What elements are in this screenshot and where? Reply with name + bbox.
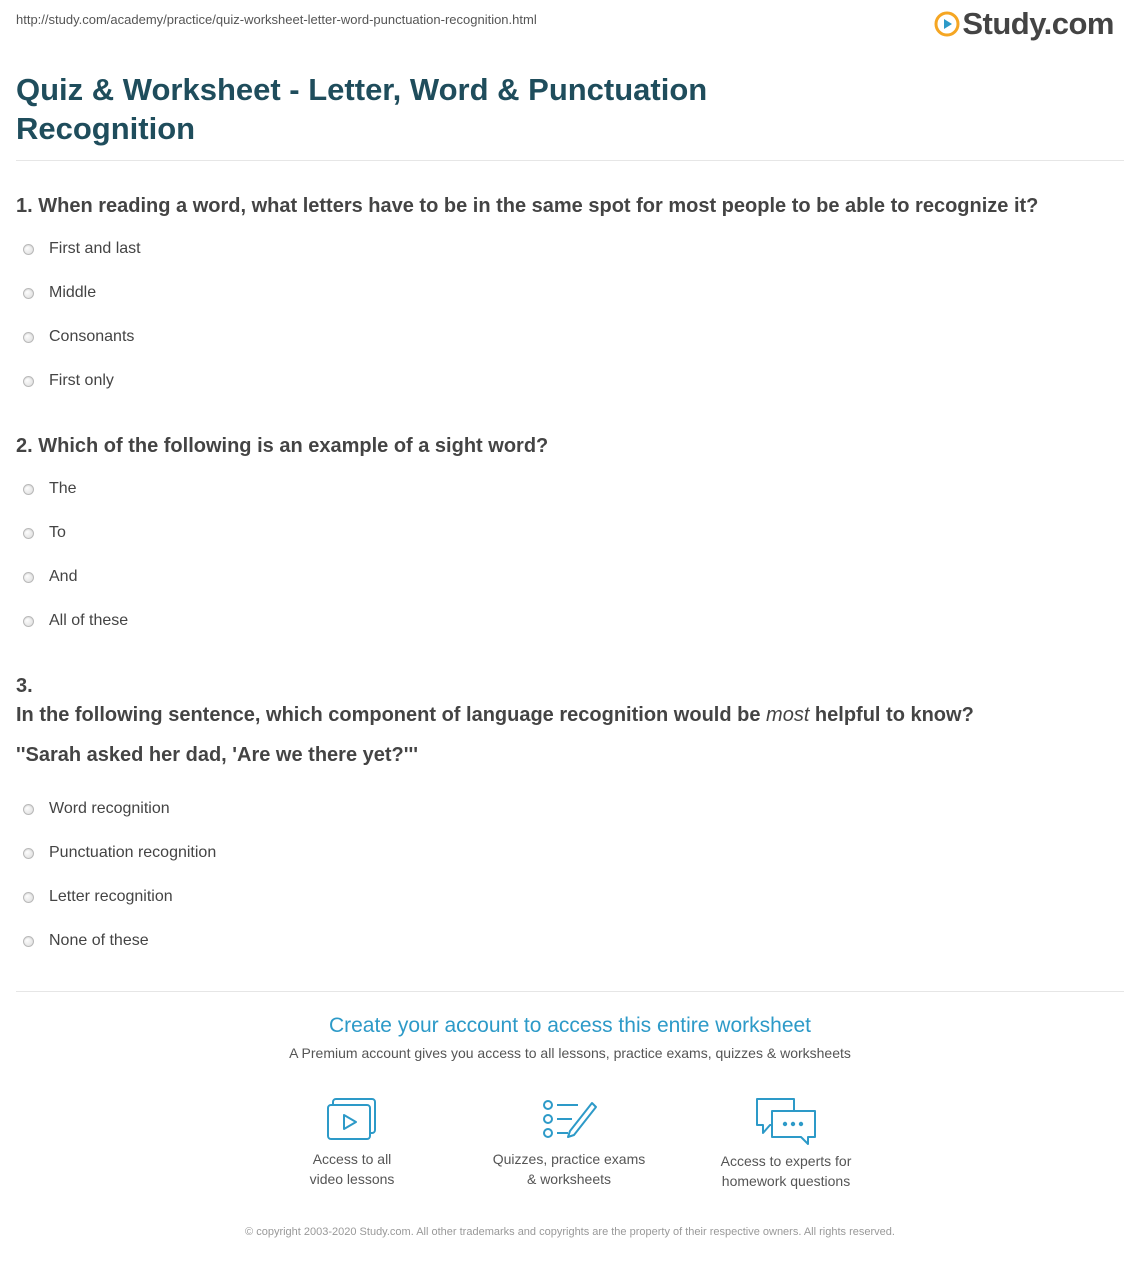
answer-option[interactable]: And (23, 568, 77, 586)
radio-button[interactable] (23, 892, 34, 903)
quiz-checklist-icon (540, 1095, 598, 1143)
page-url: http://study.com/academy/practice/quiz-worksheet-letter-word-punctuation-recognition.html (16, 12, 537, 27)
answer-option[interactable]: Punctuation recognition (23, 844, 216, 862)
feature-quizzes (479, 1095, 659, 1189)
question-3-quote: ''Sarah asked her dad, 'Are we there yet?''' (16, 744, 419, 766)
radio-button[interactable] (23, 244, 34, 255)
radio-button[interactable] (23, 616, 34, 627)
answer-option[interactable]: Consonants (23, 328, 134, 346)
feature-label: Access to all video lessons (309, 1151, 395, 1187)
radio-button[interactable] (23, 332, 34, 343)
emphasis-word: most (766, 704, 810, 726)
answer-option[interactable]: All of these (23, 612, 128, 630)
radio-button[interactable] (23, 848, 34, 859)
question-3-number: 3. (16, 675, 33, 697)
page-title: Quiz & Worksheet - Letter, Word & Punctuation Recognition (16, 72, 708, 146)
answer-option[interactable]: None of these (23, 932, 149, 950)
feature-experts (696, 1095, 876, 1191)
video-lessons-icon (325, 1095, 379, 1143)
radio-button[interactable] (23, 376, 34, 387)
answer-option[interactable]: The (23, 480, 77, 498)
logo-text: Study.com (962, 6, 1114, 41)
divider (16, 160, 1124, 161)
radio-button[interactable] (23, 484, 34, 495)
divider (16, 991, 1124, 992)
cta-subtitle: A Premium account gives you access to all lessons, practice exams, quizzes & worksheets (289, 1045, 851, 1061)
answer-option[interactable]: Word recognition (23, 800, 170, 818)
radio-button[interactable] (23, 288, 34, 299)
answer-option[interactable]: First only (23, 372, 114, 390)
question-1: 1. When reading a word, what letters have to be in the same spot for most people to be able to recognize it? (16, 195, 1039, 217)
feature-label: Quizzes, practice exams & worksheets (492, 1151, 646, 1187)
question-3: In the following sentence, which component of language recognition would be most helpful to know? (16, 704, 974, 726)
question-2: 2. Which of the following is an example of a sight word? (16, 435, 549, 457)
feature-video-lessons (262, 1095, 442, 1189)
feature-label: Access to experts for homework questions (720, 1153, 852, 1189)
radio-button[interactable] (23, 528, 34, 539)
answer-option[interactable]: Middle (23, 284, 96, 302)
copyright-text: © copyright 2003-2020 Study.com. All other trademarks and copyrights are the property of their respective owners. All rights reserved. (245, 1226, 895, 1238)
radio-button[interactable] (23, 572, 34, 583)
radio-button[interactable] (23, 804, 34, 815)
answer-option[interactable]: Letter recognition (23, 888, 173, 906)
answer-option[interactable]: First and last (23, 240, 141, 258)
play-circle-icon (934, 11, 960, 37)
study-logo[interactable] (934, 6, 1114, 42)
create-account-link[interactable]: Create your account to access this entire worksheet (328, 1014, 812, 1037)
radio-button[interactable] (23, 936, 34, 947)
chat-bubbles-icon (754, 1095, 818, 1145)
answer-option[interactable]: To (23, 524, 66, 542)
